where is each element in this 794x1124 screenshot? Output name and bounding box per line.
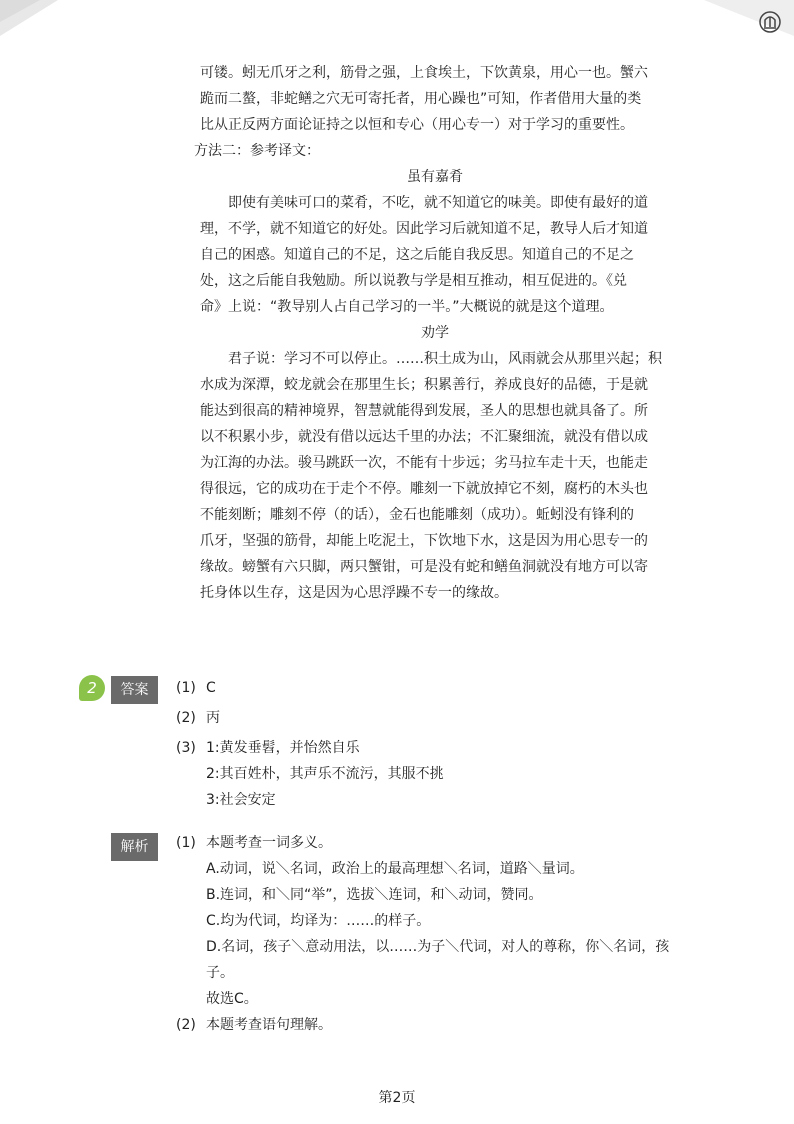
continuation-line: 比从正反两方面论证持之以恒和专心（用心专一）对于学习的重要性。 bbox=[200, 117, 634, 133]
article-line: 托身体以生存，这是因为心思浮躁不专一的缘故。 bbox=[200, 585, 508, 601]
article-line: 不能刻断；雕刻不停（的话），金石也能雕刻（成功）。蚯蚓没有锋利的 bbox=[200, 507, 634, 523]
item-number: (2) bbox=[176, 710, 196, 726]
article-line: 自己的困惑。知道自己的不足，这之后能自我反思。知道自己的不足之 bbox=[200, 247, 634, 263]
analysis-line: D.名词，孩子＼意动用法，以……为子＼代词，对人的尊称，你＼名词，孩 bbox=[206, 939, 670, 955]
question-number-badge: 2 bbox=[79, 675, 105, 701]
article-title: 虽有嘉肴 bbox=[407, 169, 463, 185]
item-number: (2) bbox=[176, 1017, 196, 1033]
article-line: 命》上说：“教导别人占自己学习的一半。”大概说的就是这个道理。 bbox=[200, 299, 614, 315]
item-number: (3) bbox=[176, 740, 196, 756]
analysis-list bbox=[176, 830, 676, 1038]
article-title: 劝学 bbox=[421, 325, 449, 341]
article-line: 以不积累小步，就没有借以远达千里的办法；不汇聚细流，就没有借以成 bbox=[200, 429, 648, 445]
analysis-item bbox=[176, 830, 676, 1012]
article-line: 缘故。螃蟹有六只脚，两只蟹钳，可是没有蛇和鳝鱼洞就没有地方可以寄 bbox=[200, 559, 648, 575]
answer-line: 2:其百姓朴，其声乐不流污，其服不挑 bbox=[206, 766, 444, 782]
analysis-line: 本题考查一词多义。 bbox=[206, 835, 332, 851]
answer-item bbox=[176, 735, 676, 813]
answer-line: C bbox=[206, 680, 216, 696]
page-corner-decoration-left bbox=[0, 0, 60, 38]
continuation-line: 跪而二螯，非蛇鳝之穴无可寄托者，用心躁也”可知，作者借用大量的类 bbox=[200, 91, 642, 107]
analysis-line: C.均为代词，均译为：……的样子。 bbox=[206, 913, 431, 929]
article-line: 能达到很高的精神境界，智慧就能得到发展，圣人的思想也就具备了。所 bbox=[200, 403, 648, 419]
analysis-line: 子。 bbox=[206, 965, 234, 981]
article-line: 为江海的办法。骏马跳跃一次，不能有十步远；劣马拉车走十天，也能走 bbox=[200, 455, 648, 471]
item-number: (1) bbox=[176, 680, 196, 696]
answer-item bbox=[176, 675, 676, 701]
article-line: 理，不学，就不知道它的好处。因此学习后就知道不足，教导人后才知道 bbox=[200, 221, 648, 237]
analysis-line: B.连词，和＼同“举”，选拔＼连词，和＼动词，赞同。 bbox=[206, 887, 543, 903]
method-two-heading: 方法二：参考译文： bbox=[194, 143, 320, 159]
analysis-item bbox=[176, 1012, 676, 1038]
answer-item bbox=[176, 705, 676, 731]
article-line: 君子说：学习不可以停止。……积土成为山，风雨就会从那里兴起；积 bbox=[228, 351, 662, 367]
answer-line: 3:社会安定 bbox=[206, 792, 276, 808]
article-line: 水成为深潭，蛟龙就会在那里生长；积累善行，养成良好的品德，于是就 bbox=[200, 377, 648, 393]
analysis-line: 故选C。 bbox=[206, 991, 258, 1007]
answer-tag: 答案 bbox=[111, 676, 158, 704]
answer-list bbox=[176, 675, 676, 813]
answer-line: 1:黄发垂髫，并怡然自乐 bbox=[206, 740, 360, 756]
translation-text bbox=[194, 60, 670, 606]
article-line: 得很远，它的成功在于走个不停。雕刻一下就放掉它不刻，腐朽的木头也 bbox=[200, 481, 648, 497]
item-number: (1) bbox=[176, 835, 196, 851]
page-number: 第2页 bbox=[378, 1090, 416, 1106]
publisher-logo-icon bbox=[759, 11, 781, 33]
analysis-line: 本题考查语句理解。 bbox=[206, 1017, 332, 1033]
article-line: 处，这之后能自我勉励。所以说教与学是相互推动，相互促进的。《兑 bbox=[200, 273, 627, 289]
answer-line: 丙 bbox=[206, 710, 220, 726]
analysis-line: A.动词，说＼名词，政治上的最高理想＼名词，道路＼量词。 bbox=[206, 861, 584, 877]
article-line: 爪牙，坚强的筋骨，却能上吃泥土，下饮地下水，这是因为用心思专一的 bbox=[200, 533, 648, 549]
continuation-line: 可镂。蚓无爪牙之利，筋骨之强，上食埃土，下饮黄泉，用心一也。蟹六 bbox=[200, 65, 648, 81]
article-line: 即使有美味可口的菜肴，不吃，就不知道它的味美。即使有最好的道 bbox=[228, 195, 648, 211]
analysis-tag: 解析 bbox=[111, 833, 158, 861]
